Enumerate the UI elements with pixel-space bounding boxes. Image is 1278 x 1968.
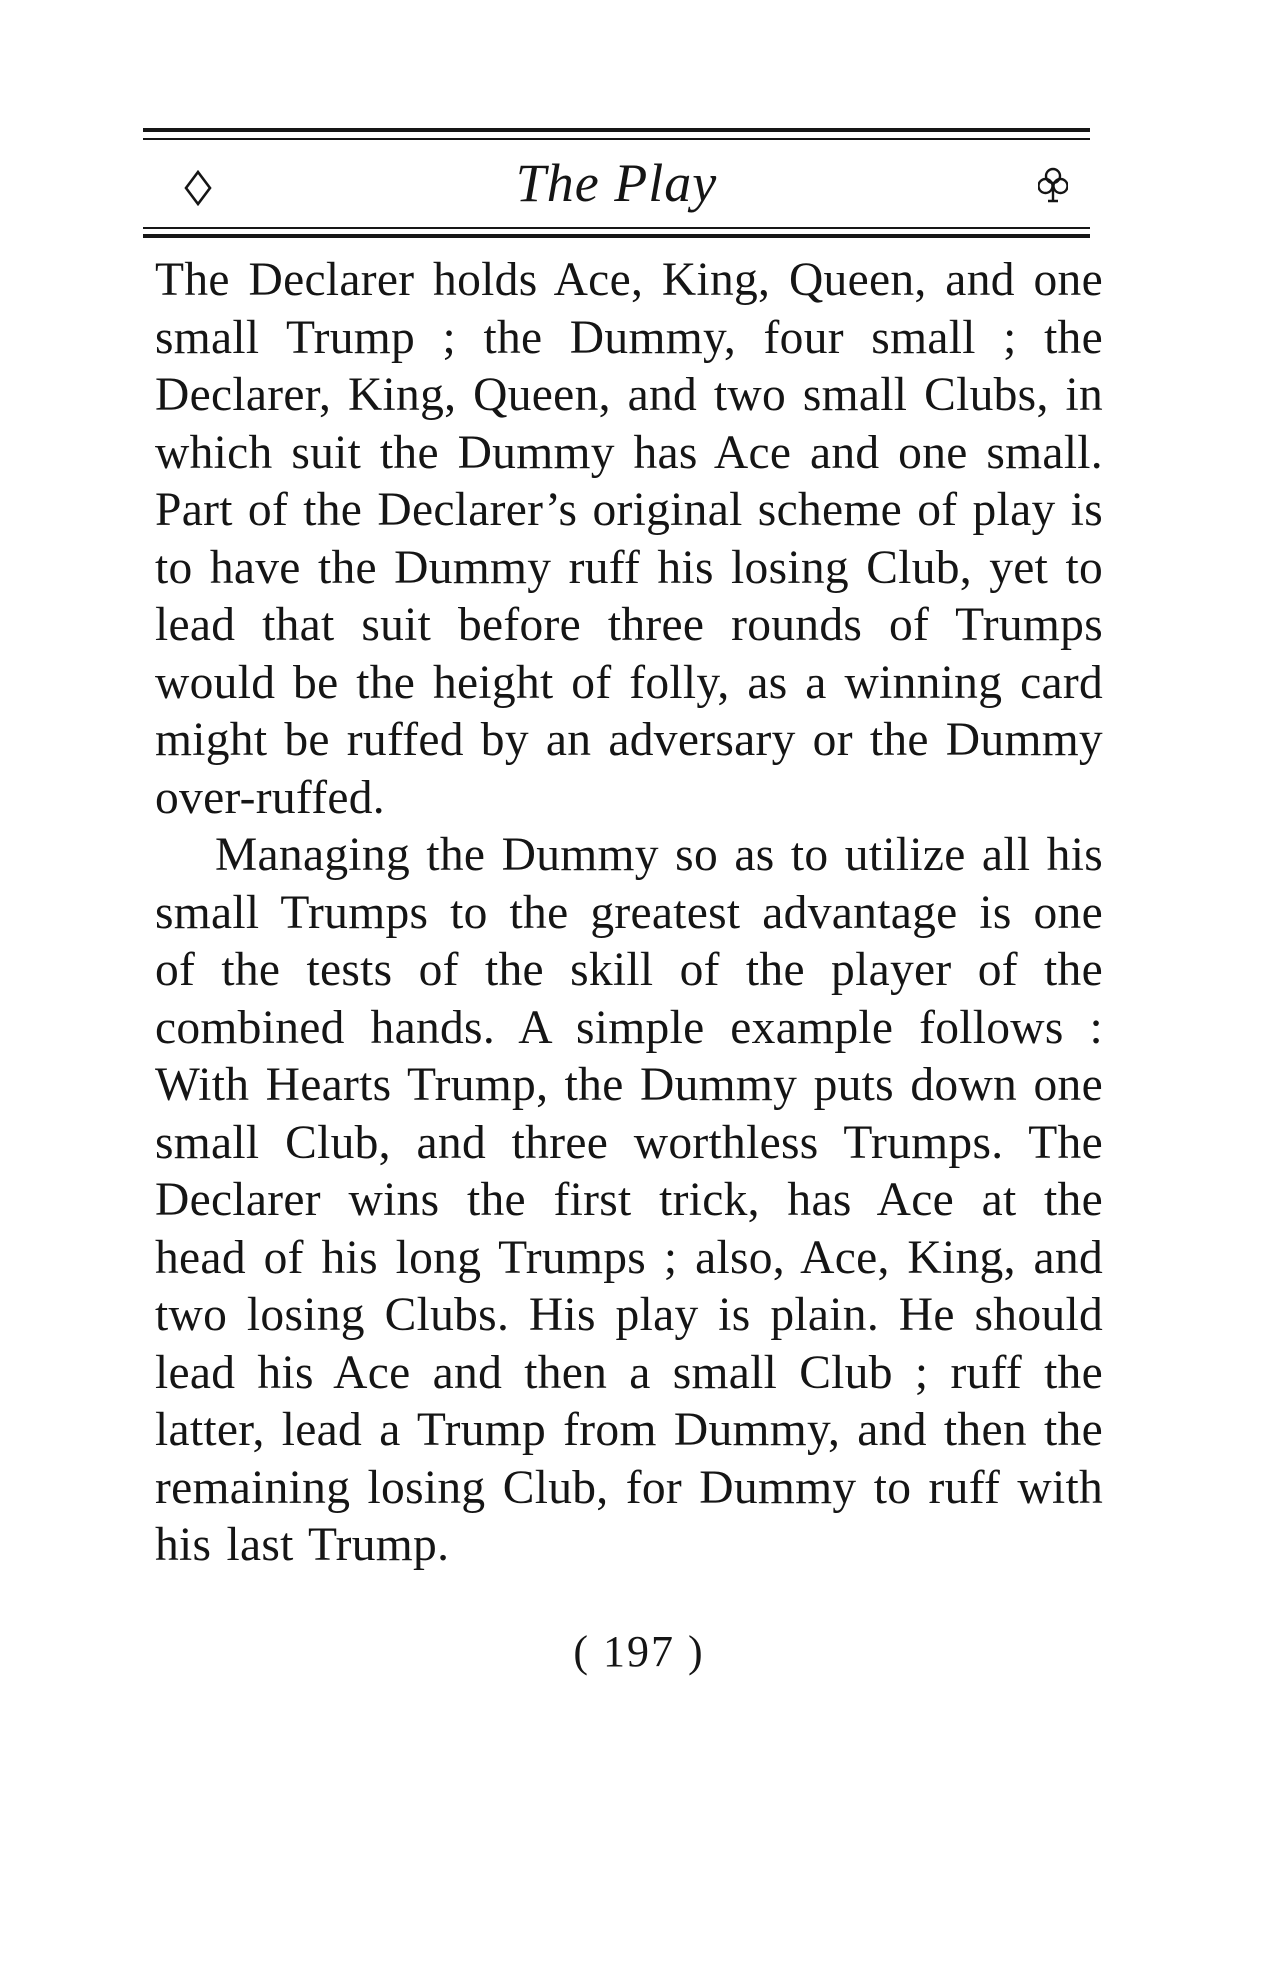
body-text <box>155 252 1103 1575</box>
page-title: The Play <box>515 153 718 213</box>
page-number: ( 197 ) <box>573 1627 705 1676</box>
running-head <box>143 150 1090 218</box>
header-rule-bottom-thick <box>143 234 1090 238</box>
club-icon <box>1038 166 1068 204</box>
paragraph: The Declarer holds Ace, King, Queen, and one small Trump ; the Dummy, four small ; the Declarer, King, Queen, and two small Clubs, in which suit the Dummy has Ace and one small. Part of the Declarer’s original scheme of play is to have the Dummy ruff his losing Club, yet to lead that suit before three rounds of Trumps would be the height of folly, as a winning card might be ruffed by an adversary or the Dummy over-ruffed. <box>155 254 1103 824</box>
header-rule-top-thin <box>143 138 1090 140</box>
paragraph: Managing the Dummy so as to utilize all his small Trumps to the greatest advantage is one of the tests of the skill of the player of the combined hands. A simple example follows : With Hearts Trump, the Dummy puts down one small Club, and three worthless Trumps. The Declarer wins the first trick, has Ace at the head of his long Trumps ; also, Ace, King, and two losing Clubs. His play is plain. He should lead his Ace and then a small Club ; ruff the latter, lead a Trump from Dummy, and then the remaining losing Club, for Dummy to ruff with his last Trump. <box>155 829 1103 1571</box>
header-rule-top-thick <box>143 128 1090 132</box>
header-rule-bottom-thin <box>143 227 1090 229</box>
